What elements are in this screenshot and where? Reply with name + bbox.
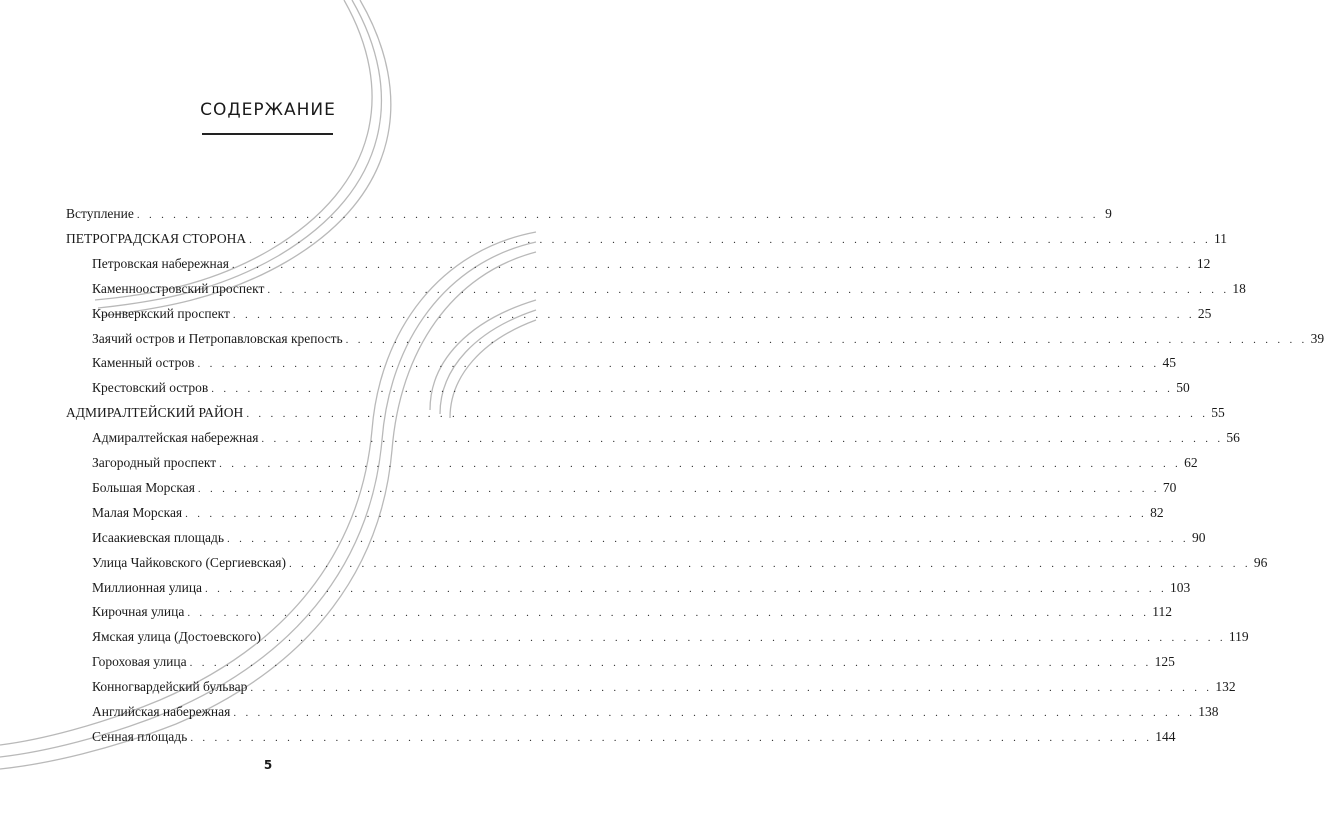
dot-leader: . . . . . . . . . . . . . . . . . . . . . . . . . . . . . . . . . . . . . . . . . . . . . . . . . . . . . . . . . . . . . . . . . . . . . . . . . . . . . . . .: [345, 333, 1308, 346]
dot-leader: . . . . . . . . . . . . . . . . . . . . . . . . . . . . . . . . . . . . . . . . . . . . . . . . . . . . . . . . . . . . . . . . . . . . . . . . . . . . . . . .: [219, 458, 1182, 470]
dot-leader: . . . . . . . . . . . . . . . . . . . . . . . . . . . . . . . . . . . . . . . . . . . . . . . . . . . . . . . . . . . . . . . . . . . . . . . . . . . . . . . .: [233, 707, 1196, 719]
toc-entry-title: Гороховая улица: [92, 654, 187, 670]
toc-entry-page: 9: [1105, 206, 1112, 221]
toc-entry-page: 96: [1253, 554, 1268, 570]
toc-entry-title: Загородный проспект: [92, 455, 217, 470]
toc-entry-page: 11: [1214, 230, 1228, 246]
toc-entry-title: Крестовский остров: [92, 380, 209, 396]
toc-entry-title: Сенная площадь: [92, 728, 188, 744]
toc-entry-page: 12: [1196, 255, 1211, 271]
dot-leader: . . . . . . . . . . . . . . . . . . . . . . . . . . . . . . . . . . . . . . . . . . . . . . . . . . . . . . . . . . . . . . . . . . . . . . . . . . . . . . . .: [190, 731, 1153, 744]
toc-entry: [92, 603, 1173, 621]
dot-leader: . . . . . . . . . . . . . . . . . . . . . . . . . . . . . . . . . . . . . . . . . . . . . . . . . . . . . . . . . . . . . . . . . . . . . . . . . . . . . . . .: [232, 308, 1195, 321]
toc-entry-page: 119: [1228, 629, 1249, 645]
toc-entry-page: 125: [1154, 654, 1175, 670]
toc-entry-title: Вступление: [66, 206, 134, 221]
dot-leader: . . . . . . . . . . . . . . . . . . . . . . . . . . . . . . . . . . . . . . . . . . . . . . . . . . . . . . . . . . . . . . . . . . . . . . . . . . . . . . . .: [211, 383, 1174, 396]
dot-leader: . . . . . . . . . . . . . . . . . . . . . . . . . . . . . . . . . . . . . . . . . . . . . . . . . . . . . . . . . . . . . . . . . . . . . . . . . . . . . . . .: [227, 532, 1189, 545]
toc-entry-title: Конногвардейский бульвар: [92, 679, 248, 695]
toc-entry: [92, 703, 1219, 721]
toc-entry: [92, 379, 1190, 397]
toc-entry: [92, 579, 1191, 597]
toc-entry-title: Большая Морская: [92, 479, 195, 495]
toc-entry-title: Адмиралтейская набережная: [92, 430, 259, 446]
dot-leader: . . . . . . . . . . . . . . . . . . . . . . . . . . . . . . . . . . . . . . . . . . . . . . . . . . . . . . . . . . . . . . . . . . . . . . . . . . . . . . . .: [205, 582, 1167, 595]
toc-entry: [92, 529, 1206, 547]
toc-entry: [66, 404, 1225, 422]
toc-entry: [92, 653, 1175, 671]
page-title: СОДЕРЖАНИЕ: [200, 100, 336, 120]
toc-entry-page: 144: [1155, 728, 1176, 744]
toc-entry-title: ПЕТРОГРАДСКАЯ СТОРОНА: [66, 230, 247, 246]
dot-leader: . . . . . . . . . . . . . . . . . . . . . . . . . . . . . . . . . . . . . . . . . . . . . . . . . . . . . . . . . . . . . . . . . . . . . . . . . . . . . . . .: [185, 507, 1148, 520]
toc-entry: [92, 504, 1164, 522]
toc-entry-title: Петровская набережная: [92, 255, 229, 271]
dot-leader: . . . . . . . . . . . . . . . . . . . . . . . . . . . . . . . . . . . . . . . . . . . . . . . . . . . . . . . . . . . . . . . . . . . . . . . . . . . . . . . .: [249, 233, 1212, 246]
toc-entry-title: Каменноостровский проспект: [92, 280, 265, 296]
toc-entry-page: 112: [1152, 604, 1173, 620]
toc-entry-title: АДМИРАЛТЕЙСКИЙ РАЙОН: [66, 405, 244, 421]
toc-entry-page: 62: [1184, 455, 1198, 470]
dot-leader: . . . . . . . . . . . . . . . . . . . . . . . . . . . . . . . . . . . . . . . . . . . . . . . . . . . . . . . . . . . . . . . . . . . . . . . . . . . . . . . .: [187, 607, 1150, 620]
dot-leader: . . . . . . . . . . . . . . . . . . . . . . . . . . . . . . . . . . . . . . . . . . . . . . . . . . . . . . . . . . . . . . . . . . . . . . . . . . . . . . . .: [261, 433, 1224, 446]
toc-entry-title: Каменный остров: [92, 355, 195, 371]
toc-entry: [92, 255, 1211, 273]
toc-entry-title: Миллионная улица: [92, 579, 203, 595]
dot-leader: . . . . . . . . . . . . . . . . . . . . . . . . . . . . . . . . . . . . . . . . . . . . . . . . . . . . . . . . . . . . . . . . . . . . . . . . . . . . . . . .: [246, 408, 1209, 421]
toc-entry-page: 82: [1150, 504, 1164, 520]
toc-entry: [92, 678, 1236, 696]
dot-leader: . . . . . . . . . . . . . . . . . . . . . . . . . . . . . . . . . . . . . . . . . . . . . . . . . . . . . . . . . . . . . . . . . . . . . . . . . . . . . . . .: [231, 258, 1194, 271]
toc-entry-title: Английская набережная: [92, 704, 231, 719]
dot-leader: . . . . . . . . . . . . . . . . . . . . . . . . . . . . . . . . . . . . . . . . . . . . . . . . . . . . . . . . . . . . . . . . . . . . . . . . . . . . . . . .: [197, 358, 1160, 371]
toc-entry: [92, 728, 1176, 746]
toc-entry-page: 70: [1162, 479, 1177, 495]
toc-entry-page: 45: [1162, 355, 1176, 371]
toc-entry: [66, 230, 1228, 248]
toc-entry-page: 55: [1211, 405, 1225, 421]
toc-entry: [92, 305, 1212, 323]
toc-entry: [92, 454, 1198, 472]
toc-entry-title: Кронверкский проспект: [92, 305, 230, 321]
toc-entry: [92, 354, 1176, 372]
toc-entry-title: Малая Морская: [92, 504, 183, 520]
dot-leader: . . . . . . . . . . . . . . . . . . . . . . . . . . . . . . . . . . . . . . . . . . . . . . . . . . . . . . . . . . . . . . . . . . . . . . . . . . . . . . . .: [197, 482, 1160, 495]
toc-entry-page: 39: [1310, 330, 1324, 346]
toc-entry-page: 56: [1226, 430, 1240, 446]
toc-entry: [66, 205, 1112, 223]
dot-leader: . . . . . . . . . . . . . . . . . . . . . . . . . . . . . . . . . . . . . . . . . . . . . . . . . . . . . . . . . . . . . . . . . . . . . . . . . . . . . . . .: [263, 632, 1226, 645]
dot-leader: . . . . . . . . . . . . . . . . . . . . . . . . . . . . . . . . . . . . . . . . . . . . . . . . . . . . . . . . . . . . . . . . . . . . . . . . . . . . . . . .: [250, 682, 1213, 695]
toc-entry-page: 50: [1176, 380, 1190, 396]
toc-entry-page: 132: [1215, 679, 1236, 695]
toc-entry-title: Кирочная улица: [92, 604, 185, 620]
toc-entry: [92, 628, 1249, 646]
dot-leader: . . . . . . . . . . . . . . . . . . . . . . . . . . . . . . . . . . . . . . . . . . . . . . . . . . . . . . . . . . . . . . . . . . . . . . . . . . . . . . . .: [288, 557, 1251, 570]
toc-entry: [92, 280, 1246, 298]
toc-entry-title: Ямская улица (Достоевского): [92, 629, 261, 645]
toc-entry-page: 103: [1170, 579, 1191, 595]
dot-leader: . . . . . . . . . . . . . . . . . . . . . . . . . . . . . . . . . . . . . . . . . . . . . . . . . . . . . . . . . . . . . . . . . . . . . . . . . . . . . . . .: [189, 657, 1152, 670]
toc-entry: [92, 330, 1324, 348]
toc-entry-title: Заячий остров и Петропавловская крепость: [92, 330, 343, 346]
toc-entry-page: 18: [1232, 280, 1246, 296]
toc-entry-page: 90: [1191, 529, 1206, 545]
toc-entry: [92, 479, 1177, 497]
toc-entry: [92, 429, 1240, 447]
toc-entry: [92, 554, 1268, 572]
page-number: 5: [263, 758, 273, 772]
dot-leader: . . . . . . . . . . . . . . . . . . . . . . . . . . . . . . . . . . . . . . . . . . . . . . . . . . . . . . . . . . . . . . . . . . . . . . . . . . . . . . . .: [136, 209, 1099, 221]
dot-leader: . . . . . . . . . . . . . . . . . . . . . . . . . . . . . . . . . . . . . . . . . . . . . . . . . . . . . . . . . . . . . . . . . . . . . . . . . . . . . . . .: [267, 283, 1230, 296]
toc-entry-title: Улица Чайковского (Сергиевская): [92, 554, 286, 570]
toc-entry-page: 138: [1198, 704, 1219, 719]
toc-entry-page: 25: [1197, 305, 1212, 321]
toc-entry-title: Исаакиевская площадь: [92, 529, 225, 545]
